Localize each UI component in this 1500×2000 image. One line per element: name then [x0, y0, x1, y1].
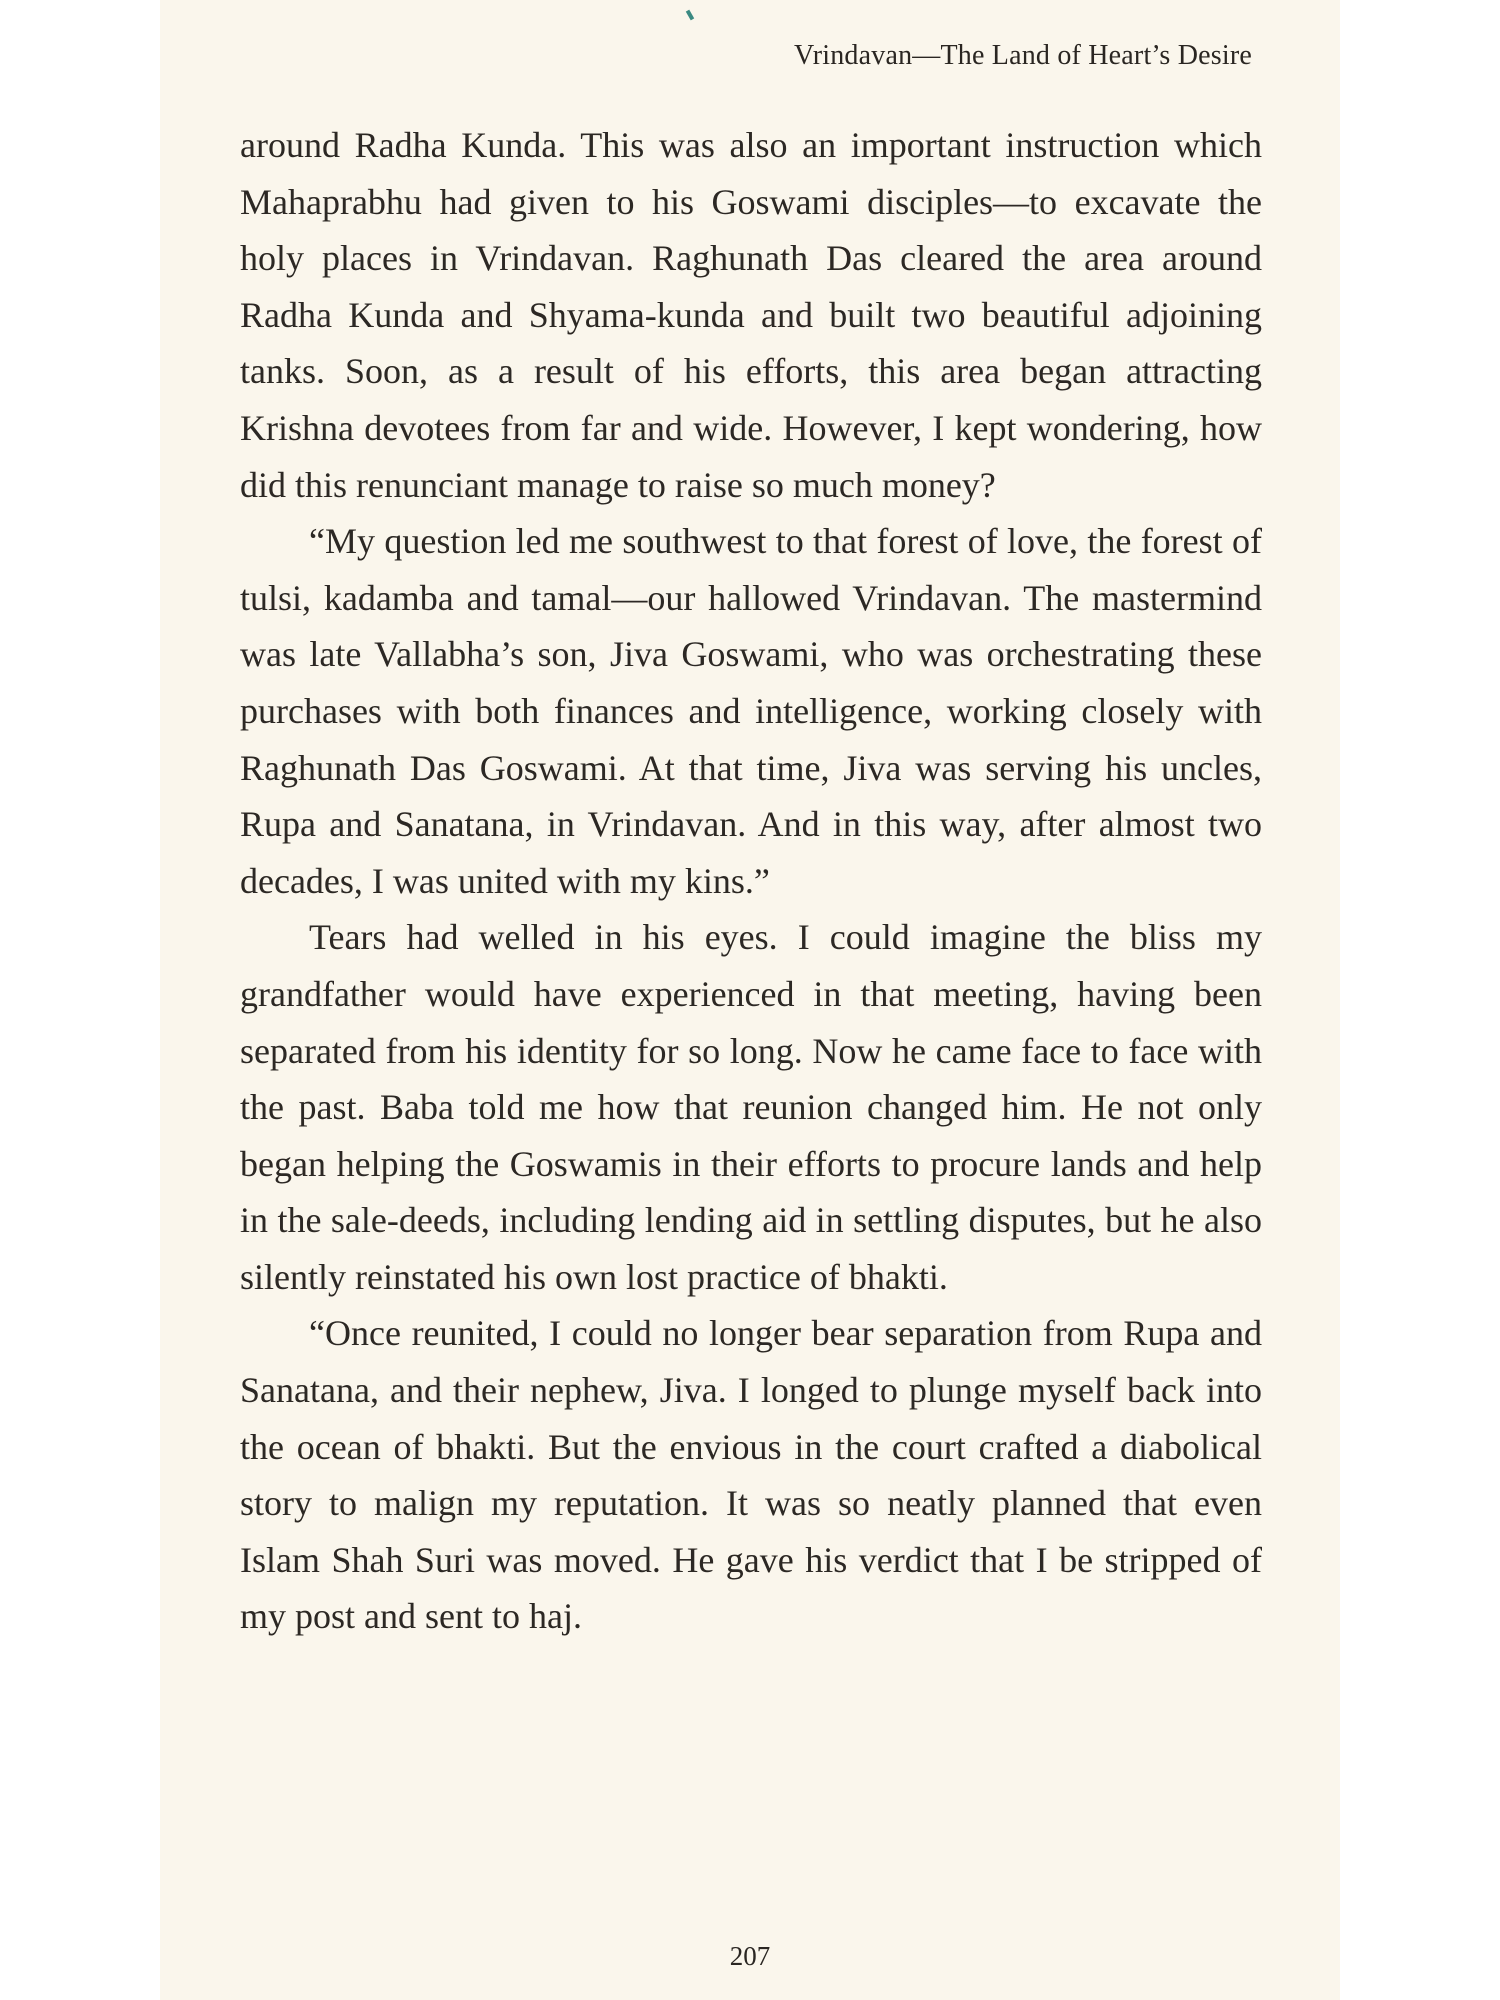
paragraph-2: “My question led me southwest to that forest of love, the forest of tulsi, kadamba and tamal—our hallowed Vrindavan. The mastermind was late Vallabha’s son, Jiva Goswami, who was orchestrating these purchases with both finances and intelligence, working closely with Raghunath Das Goswami. At that time, Jiva was serving his uncles, Rupa and Sanatana, in Vrindavan. And in this way, after almost two decades, I was united with my kins.” [240, 521, 1262, 901]
paragraph-4: “Once reunited, I could no longer bear separation from Rupa and Sanatana, and their nephew, Jiva. I longed to plunge myself back into the ocean of bhakti. But the envious in the court crafted a diabolical story to malign my reputation. It was so neatly planned that even Islam Shah Suri was moved. He gave his verdict that I be stripped of my post and sent to haj. [240, 1313, 1262, 1637]
running-header: Vrindavan—The Land of Heart’s Desire [793, 40, 1252, 71]
page-number: 207 [729, 1941, 771, 1971]
ink-mark [686, 10, 694, 21]
paragraph-3: Tears had welled in his eyes. I could imagine the bliss my grandfather would have experienced in that meeting, having been separated from his identity for so long. Now he came face to face with the past. Baba told me how that reunion changed him. He not only began helping the Goswamis in their efforts to procure lands and help in the sale-deeds, including lending aid in settling disputes, but he also silently reinstated his own lost practice of bhakti. [240, 917, 1262, 1297]
paragraph-1: around Radha Kunda. This was also an important instruction which Mahaprabhu had given to his Goswami disciples—to excavate the holy places in Vrindavan. Raghunath Das cleared the area around Radha Kunda and Shyama-kunda and built two beautiful adjoining tanks. Soon, as a result of his efforts, this area began attracting Krishna devotees from far and wide. However, I kept wondering, how did this renunciant manage to raise so much money? [240, 125, 1262, 505]
book-page [160, 0, 1340, 2000]
body-text [240, 117, 1262, 1645]
